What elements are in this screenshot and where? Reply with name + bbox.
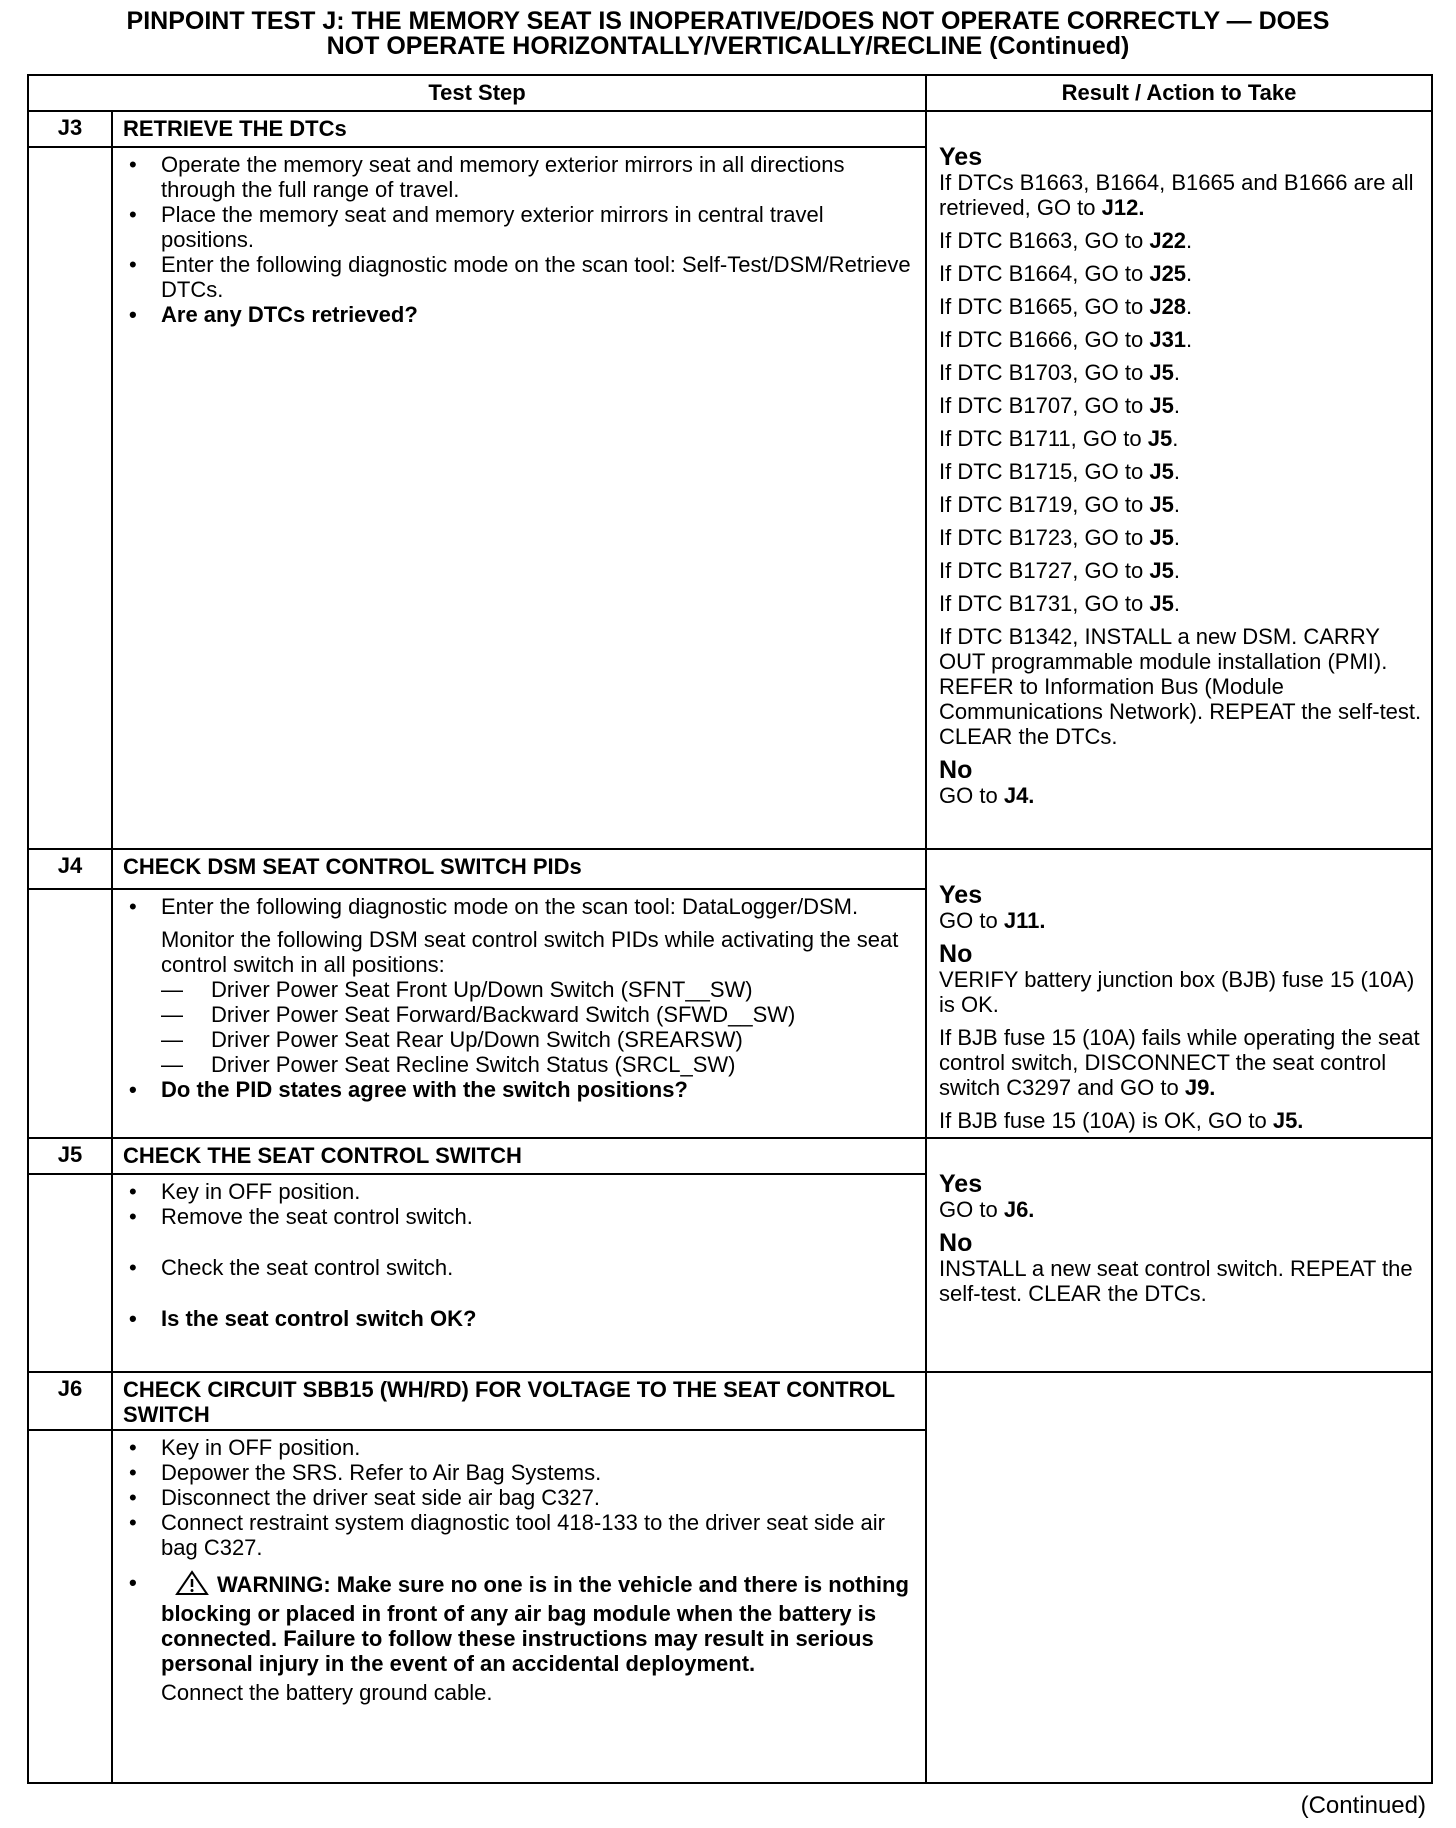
step-instruction: • Check the seat control switch.: [123, 1255, 915, 1280]
no-label: No: [939, 940, 973, 968]
result-j5: [926, 1138, 1432, 1372]
step-id-j6: J6: [28, 1372, 112, 1430]
yes-action: GO to J6.: [939, 1197, 1035, 1222]
fuse-fail-line: If BJB fuse 15 (10A) fails while operating the seat control switch, DISCONNECT the seat control switch C3297 and GO to J9.: [939, 1025, 1420, 1100]
step-question: • Are any DTCs retrieved?: [123, 302, 915, 327]
pid-item: — Driver Power Seat Front Up/Down Switch (SFNT__SW): [161, 977, 915, 1002]
pid-item: — Driver Power Seat Rear Up/Down Switch (SREARSW): [161, 1027, 915, 1052]
step-instruction: • Operate the memory seat and memory exterior mirrors in all directions through the full range of travel.: [123, 152, 915, 202]
continued-label: (Continued): [1300, 1792, 1426, 1819]
yes-label: Yes: [939, 143, 983, 171]
step-j4-title-row: [28, 849, 1432, 889]
monitor-instruction: Monitor the following DSM seat control switch PIDs while activating the seat control switch in all positions:: [161, 926, 899, 977]
step-instruction: • Remove the seat control switch.: [123, 1204, 915, 1229]
no-label: No: [939, 1229, 973, 1257]
step-question: • Do the PID states agree with the switch positions?: [123, 1077, 915, 1102]
dtc-line: If DTC B1723, GO to J5.: [939, 525, 1180, 550]
table-header-row: [28, 75, 1432, 111]
dtc-line: If DTC B1727, GO to J5.: [939, 558, 1180, 583]
dtc-line: If DTC B1711, GO to J5.: [939, 426, 1179, 451]
yes-label: Yes: [939, 881, 983, 909]
step-title-j6: CHECK CIRCUIT SBB15 (WH/RD) FOR VOLTAGE TO THE SEAT CONTROL SWITCH: [112, 1372, 926, 1430]
dtc-line: If DTC B1665, GO to J28.: [939, 294, 1193, 319]
step-id-j4: J4: [28, 849, 112, 889]
page-title-line-1: PINPOINT TEST J: THE MEMORY SEAT IS INOPERATIVE/DOES NOT OPERATE CORRECTLY — DOES: [126, 7, 1330, 35]
step-j5-title-row: [28, 1138, 1432, 1174]
yes-label: Yes: [939, 1170, 983, 1198]
result-j6: [926, 1372, 1432, 1783]
dtc-line: If DTC B1664, GO to J25.: [939, 261, 1193, 286]
step-j3-title-row: [28, 111, 1432, 147]
no-action: GO to J4.: [939, 783, 1035, 808]
warning-text: WARNING: Make sure no one is in the vehicle and there is nothing blocking or placed in front of any air bag module when the battery is connected. Failure to follow these instructions may result in serious personal injury in the event of an accidental deployment.: [161, 1572, 909, 1676]
step-body-j3: [112, 147, 926, 849]
dtc-line: If DTC B1703, GO to J5.: [939, 360, 1180, 385]
step-instruction: • Enter the following diagnostic mode on the scan tool: Self-Test/DSM/Retrieve DTCs.: [123, 252, 915, 302]
step-j6-title-row: [28, 1372, 1432, 1430]
step-instruction: • Key in OFF position.: [123, 1179, 915, 1204]
step-body-j4: [112, 889, 926, 1138]
dtc-line: If DTC B1731, GO to J5.: [939, 591, 1180, 616]
warning-triangle-icon: [175, 1570, 209, 1601]
pinpoint-test-table: [27, 74, 1433, 1784]
page-title-line-2: NOT OPERATE HORIZONTALLY/VERTICALLY/RECLINE (Continued): [326, 32, 1130, 60]
dtc-line: If DTC B1707, GO to J5.: [939, 393, 1180, 418]
page-title: [20, 9, 1436, 59]
no-action: VERIFY battery junction box (BJB) fuse 15 (10A) is OK.: [939, 967, 1415, 1017]
step-body-j6: [112, 1430, 926, 1783]
yes-action: GO to J11.: [939, 908, 1046, 933]
pid-item: — Driver Power Seat Recline Switch Status (SRCL_SW): [161, 1052, 915, 1077]
step-instruction: • Depower the SRS. Refer to Air Bag Systems.: [123, 1460, 915, 1485]
step-instruction: Connect the battery ground cable.: [161, 1680, 493, 1705]
step-title-j4: CHECK DSM SEAT CONTROL SWITCH PIDs: [112, 849, 926, 889]
step-instruction: • Connect restraint system diagnostic tool 418-133 to the driver seat side air bag C327.: [123, 1510, 915, 1560]
step-title-j3: RETRIEVE THE DTCs: [112, 111, 926, 147]
step-question: • Is the seat control switch OK?: [123, 1306, 915, 1331]
step-instruction: • Enter the following diagnostic mode on the scan tool: DataLogger/DSM.: [123, 894, 915, 919]
dtc-line: If DTC B1719, GO to J5.: [939, 492, 1180, 517]
dtc-line: If DTC B1666, GO to J31.: [939, 327, 1193, 352]
step-instruction: • Key in OFF position.: [123, 1435, 915, 1460]
step-instruction: • Disconnect the driver seat side air bag C327.: [123, 1485, 915, 1510]
goto-target: J12.: [1101, 195, 1145, 220]
dtc-all-line: If DTCs B1663, B1664, B1665 and B1666 are all retrieved, GO to J12.: [939, 170, 1414, 220]
dtc-line: If DTC B1715, GO to J5.: [939, 459, 1180, 484]
test-step-header: Test Step: [28, 75, 926, 111]
warning-item: [123, 1570, 915, 1676]
result-j3: [926, 111, 1432, 849]
no-label: No: [939, 756, 973, 784]
step-instruction: • Place the memory seat and memory exterior mirrors in central travel positions.: [123, 202, 915, 252]
pid-item: — Driver Power Seat Forward/Backward Switch (SFWD__SW): [161, 1002, 915, 1027]
no-action: INSTALL a new seat control switch. REPEAT the self-test. CLEAR the DTCs.: [939, 1256, 1413, 1306]
step-id-j5: J5: [28, 1138, 112, 1174]
step-body-j5: [112, 1174, 926, 1372]
result-header: Result / Action to Take: [926, 75, 1432, 111]
fuse-ok-line: If BJB fuse 15 (10A) is OK, GO to J5.: [939, 1108, 1304, 1133]
dtc-line: If DTC B1663, GO to J22.: [939, 228, 1193, 253]
step-title-j5: CHECK THE SEAT CONTROL SWITCH: [112, 1138, 926, 1174]
result-j4: [926, 849, 1432, 1138]
step-id-j3: J3: [28, 111, 112, 147]
dtc-b1342-line: If DTC B1342, INSTALL a new DSM. CARRY OUT programmable module installation (PMI). REFER to Information Bus (Module Communications Network). REPEAT the self-test. CLEAR the DTCs.: [939, 624, 1422, 749]
